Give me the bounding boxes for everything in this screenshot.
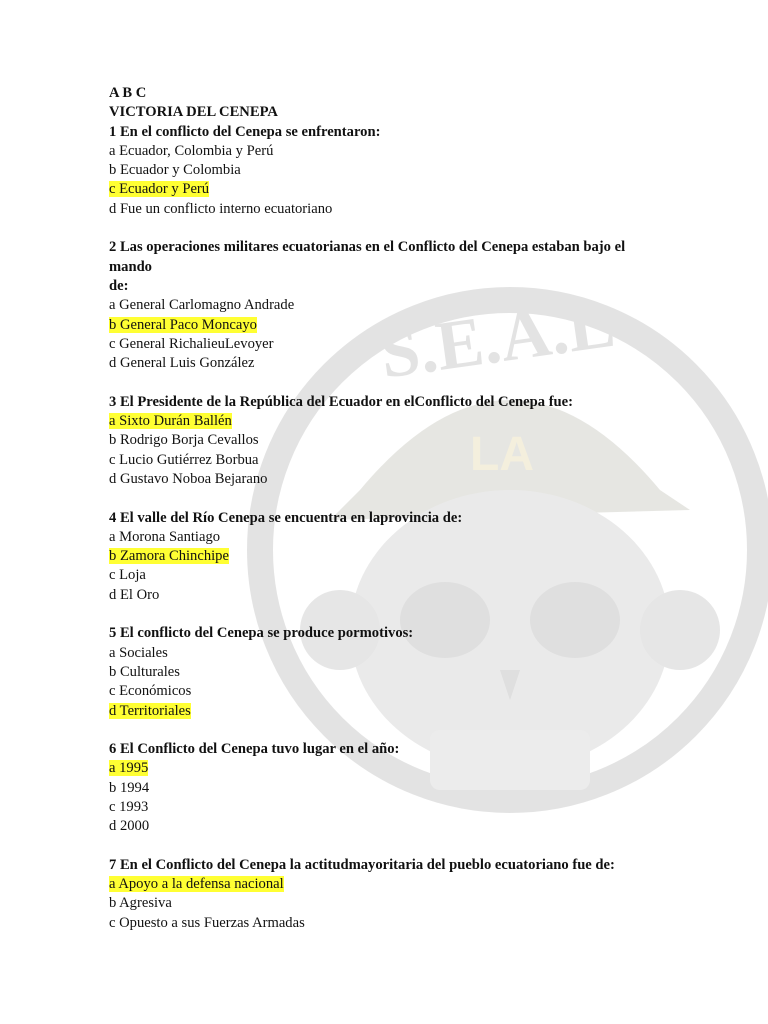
answer-option-correct: b Zamora Chinchipe [109, 548, 229, 565]
question-title-cont: de: [109, 277, 129, 294]
answer-option: c Lucio Gutiérrez Borbua [109, 451, 259, 468]
question-title: 4 El valle del Río Cenepa se encuentra en laprovincia de: [109, 509, 463, 526]
watermark-badge: LA [470, 428, 534, 481]
answer-option-correct: a Sixto Durán Ballén [109, 413, 232, 430]
answer-option: a Ecuador, Colombia y Perú [109, 142, 274, 159]
answer-option: c General RichalieuLevoyer [109, 335, 274, 352]
document-body [109, 84, 669, 933]
question-title: 1 En el conflicto del Cenepa se enfrentaron: [109, 123, 381, 140]
answer-option: b Rodrigo Borja Cevallos [109, 432, 259, 449]
answer-option: c Loja [109, 567, 146, 584]
doc-header-abc: A B C [109, 85, 147, 101]
question-title: 6 El Conflicto del Cenepa tuvo lugar en el año: [109, 741, 400, 758]
question-title: 3 El Presidente de la República del Ecuador en elConflicto del Cenepa fue: [109, 393, 574, 410]
answer-option-correct: a 1995 [109, 760, 149, 777]
answer-option: d General Luis González [109, 355, 255, 372]
question-title: 7 En el Conflicto del Cenepa la actitudmayoritaria del pueblo ecuatoriano fue de: [109, 856, 615, 873]
answer-option: b Agresiva [109, 895, 172, 912]
answer-option: b 1994 [109, 779, 150, 796]
answer-option: d 2000 [109, 818, 150, 835]
answer-option-correct: d Territoriales [109, 702, 191, 719]
watermark-text: S.E.A.L [375, 284, 620, 394]
question-title: 2 Las operaciones militares ecuatorianas en el Conflicto del Cenepa estaban bajo el [109, 239, 626, 256]
answer-option-correct: c Ecuador y Perú [109, 181, 210, 198]
doc-title: VICTORIA DEL CENEPA [109, 104, 278, 121]
answer-option: d Gustavo Noboa Bejarano [109, 470, 268, 487]
answer-option: c Económicos [109, 683, 192, 700]
answer-option: a Morona Santiago [109, 528, 221, 545]
answer-option-correct: a Apoyo a la defensa nacional [109, 876, 284, 893]
answer-option: b Ecuador y Colombia [109, 162, 241, 179]
answer-option: c Opuesto a sus Fuerzas Armadas [109, 914, 305, 931]
question-title: 5 El conflicto del Cenepa se produce pormotivos: [109, 625, 414, 642]
answer-option: a Sociales [109, 644, 168, 661]
answer-option: c 1993 [109, 798, 149, 815]
answer-option: b Culturales [109, 663, 180, 680]
answer-option: a General Carlomagno Andrade [109, 297, 295, 314]
question-title-cont: mando [109, 258, 152, 275]
answer-option: d Fue un conflicto interno ecuatoriano [109, 200, 333, 217]
answer-option: d El Oro [109, 586, 160, 603]
answer-option-correct: b General Paco Moncayo [109, 316, 257, 333]
